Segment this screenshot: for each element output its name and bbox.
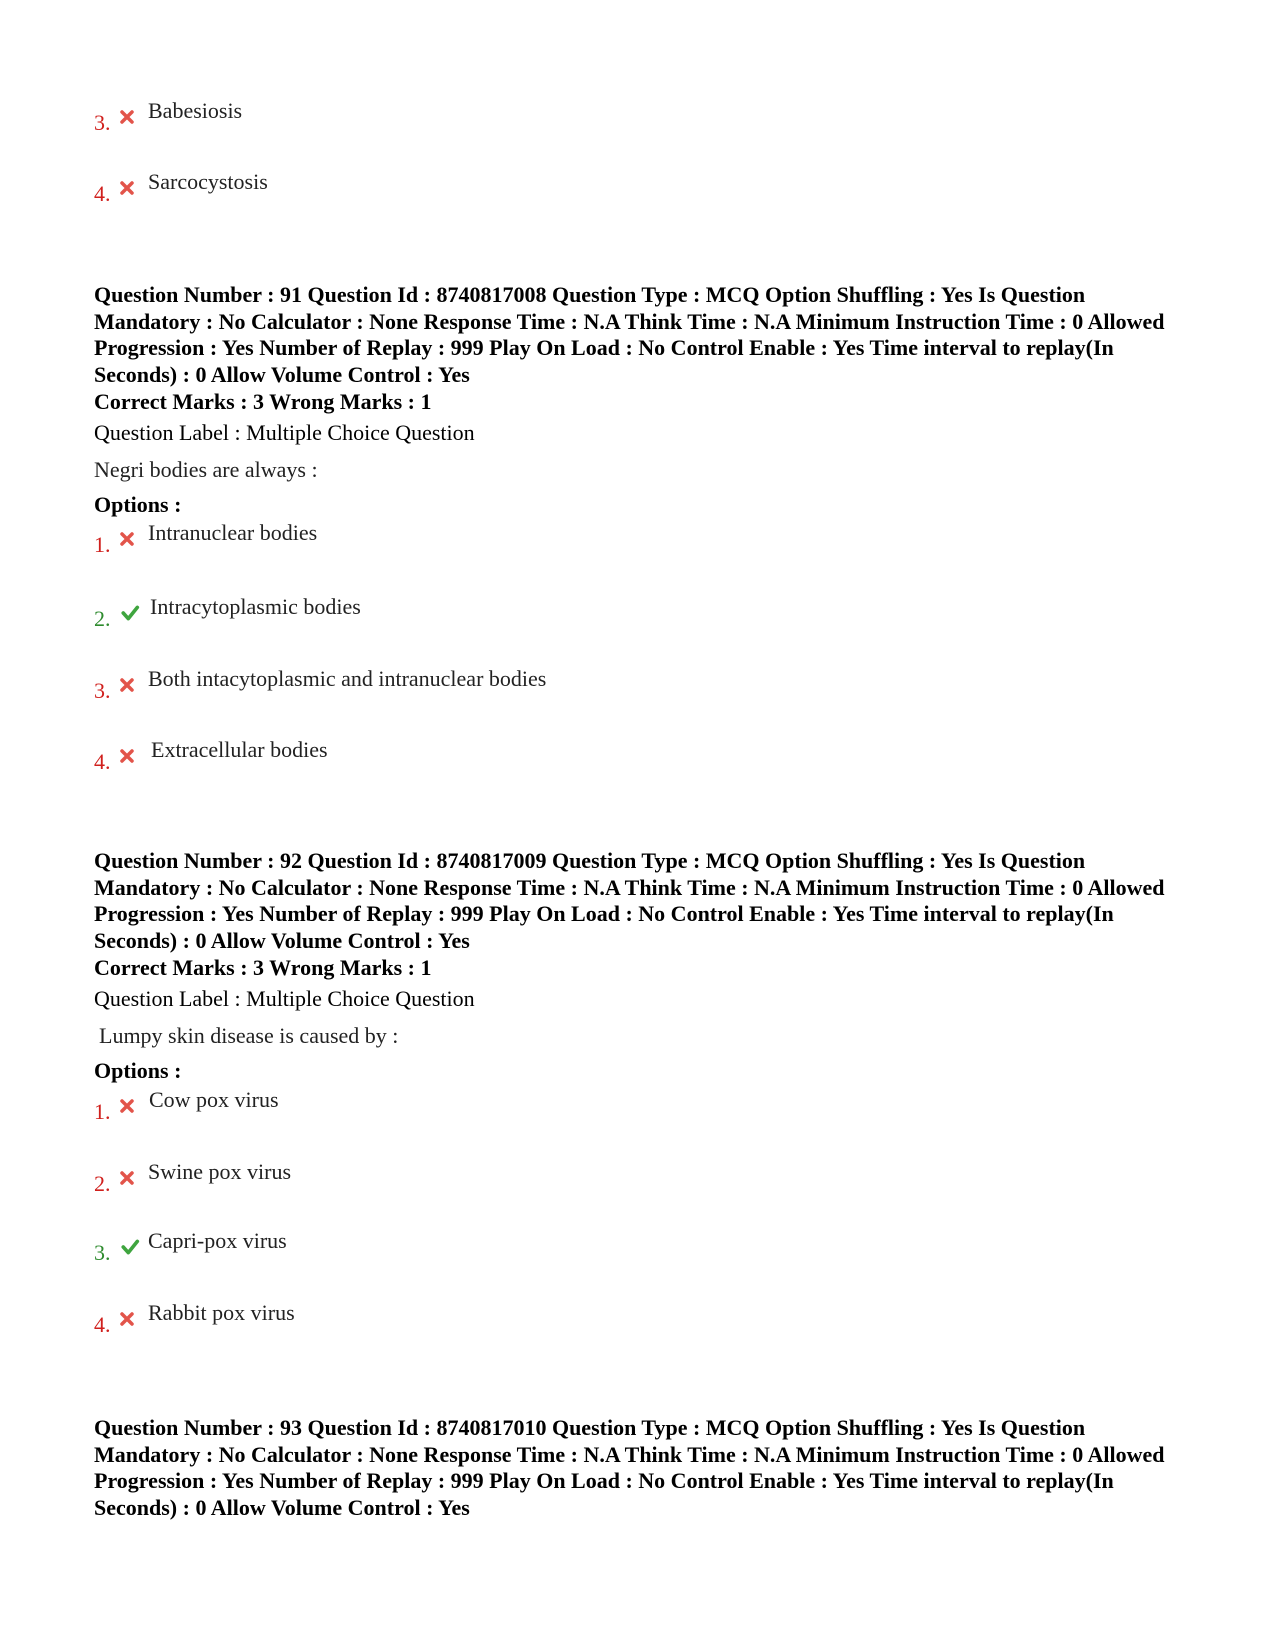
question-marks [94, 955, 1194, 981]
cross-icon [119, 1170, 135, 1186]
question-text [99, 1023, 1199, 1049]
option-number: 4. [94, 749, 111, 774]
options-heading-text: Options : [94, 492, 182, 517]
question-text-content: Negri bodies are always : [94, 457, 318, 482]
option-text: Intranuclear bodies [148, 520, 318, 545]
option-number: 2. [94, 1171, 111, 1196]
option-text: Cow pox virus [149, 1087, 279, 1112]
cross-icon [119, 1098, 135, 1114]
question-marks [94, 389, 1194, 415]
options-heading [94, 492, 1194, 518]
option-text: Intracytoplasmic bodies [150, 594, 361, 619]
options-heading-text: Options : [94, 1058, 182, 1083]
option-number: 3. [94, 1240, 111, 1265]
option-number: 4. [94, 1312, 111, 1337]
label-text: Question Label : Multiple Choice Question [94, 420, 475, 445]
option-text: Swine pox virus [148, 1159, 291, 1184]
option-text: Babesiosis [148, 98, 243, 123]
option-number: 3. [94, 110, 111, 135]
option-text: Extracellular bodies [151, 737, 328, 762]
question-header [94, 282, 1194, 388]
marks-text: Correct Marks : 3 Wrong Marks : 1 [94, 955, 432, 980]
question-text-content: Lumpy skin disease is caused by : [99, 1023, 399, 1048]
cross-icon [119, 748, 135, 764]
cross-icon [119, 531, 135, 547]
options-heading [94, 1058, 1194, 1084]
question-header [94, 1415, 1194, 1521]
option-text: Capri-pox virus [148, 1228, 287, 1253]
question-label [94, 420, 1194, 446]
check-icon [119, 1238, 141, 1256]
question-text [94, 457, 1194, 483]
option-number: 3. [94, 678, 111, 703]
marks-text: Correct Marks : 3 Wrong Marks : 1 [94, 389, 432, 414]
question-meta: Question Number : 93 Question Id : 8740817010 Question Type : MCQ Option Shuffling : Yes Is Question Mandatory : No Calculator : None Response Time : N.A Think Time : N.A Minimum Instruction Time : 0 Allowed Progression : Yes Number of Replay : 999 Play On Load : No Control Enable : Yes Time interval to replay(In Seconds) : 0 Allow Volume Control : Yes [94, 1415, 1165, 1520]
cross-icon [119, 1311, 135, 1327]
label-text: Question Label : Multiple Choice Question [94, 986, 475, 1011]
option-number: 1. [94, 1099, 111, 1124]
option-number: 1. [94, 532, 111, 557]
cross-icon [119, 180, 135, 196]
option-text: Both intacytoplasmic and intranuclear bodies [148, 666, 547, 691]
option-number: 2. [94, 606, 111, 631]
question-header [94, 848, 1194, 954]
question-label [94, 986, 1194, 1012]
cross-icon [119, 677, 135, 693]
question-meta: Question Number : 92 Question Id : 8740817009 Question Type : MCQ Option Shuffling : Yes Is Question Mandatory : No Calculator : None Response Time : N.A Think Time : N.A Minimum Instruction Time : 0 Allowed Progression : Yes Number of Replay : 999 Play On Load : No Control Enable : Yes Time interval to replay(In Seconds) : 0 Allow Volume Control : Yes [94, 848, 1165, 953]
option-text: Sarcocystosis [148, 169, 268, 194]
option-text: Rabbit pox virus [148, 1300, 295, 1325]
check-icon [119, 604, 141, 622]
question-meta: Question Number : 91 Question Id : 8740817008 Question Type : MCQ Option Shuffling : Yes Is Question Mandatory : No Calculator : None Response Time : N.A Think Time : N.A Minimum Instruction Time : 0 Allowed Progression : Yes Number of Replay : 999 Play On Load : No Control Enable : Yes Time interval to replay(In Seconds) : 0 Allow Volume Control : Yes [94, 282, 1165, 387]
cross-icon [119, 109, 135, 125]
option-number: 4. [94, 181, 111, 206]
